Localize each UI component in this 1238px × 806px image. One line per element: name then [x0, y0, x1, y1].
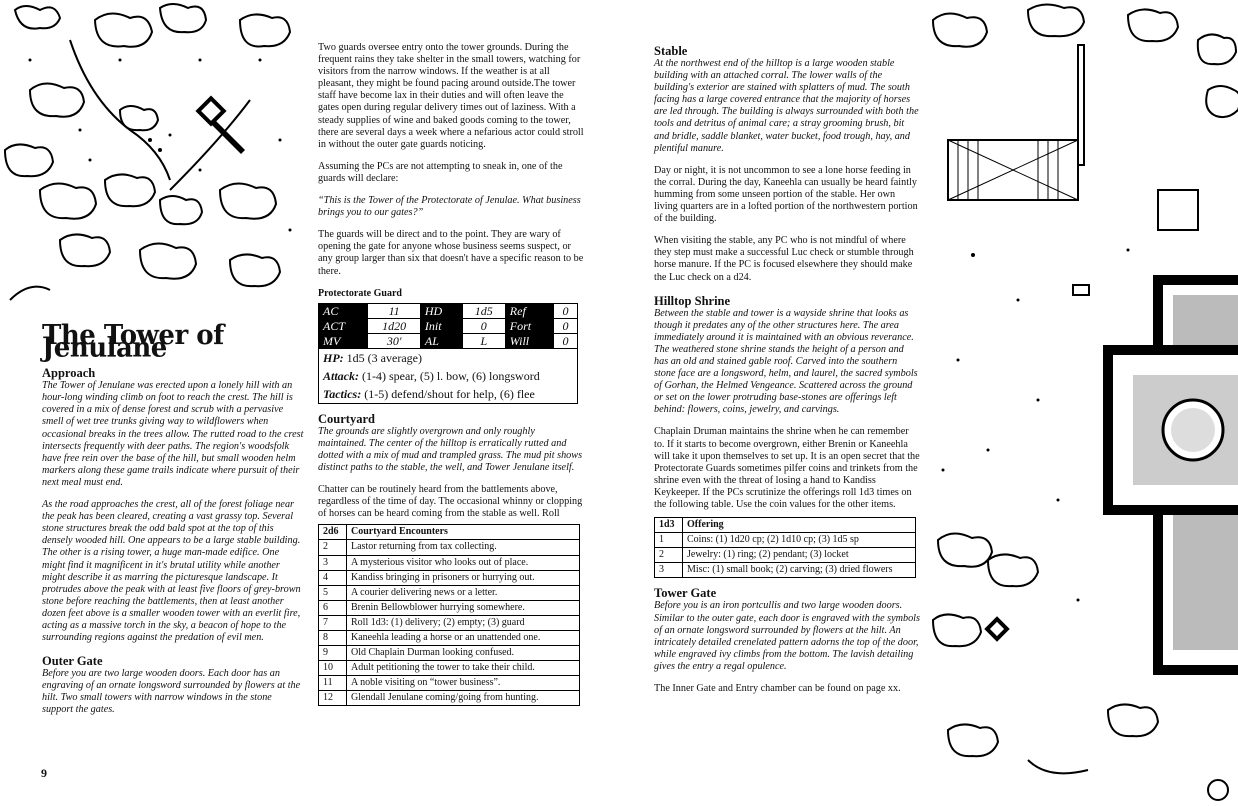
table-row	[319, 661, 580, 676]
stat-key: Init	[420, 318, 462, 333]
roll-cell: 5	[319, 585, 347, 600]
offering-cell: Misc: (1) small book; (2) carving; (3) dried flowers	[683, 563, 916, 578]
guards-paragraph: Two guards oversee entry onto the tower grounds. During the frequent rains they take shelter in the small towers, watching for visitors from the narrow windows. If the weather is at all pleasant, they might be found pacing around outside.The tower staff have become lax in their duties and will often leave the gates open during regular delivery times out of laziness. With a steady supplies of wine and baked goods coming to the tower, there are several days a week where a nefarious actor could stroll in without the outer gate guards noticing.	[318, 42, 584, 150]
tactics-line	[319, 385, 577, 403]
tower-map-right	[928, 0, 1238, 806]
table-row	[319, 570, 580, 585]
courtyard-paragraph-1: The grounds are slightly overgrown and only roughly maintained. The center of the hilltop is erratically rutted and dotted with a mix of mud and trampled grass. The mud pit shows distinct paths to the stable, the well, and Tower Jenulane itself.	[318, 425, 583, 473]
encounter-cell: Adult petitioning the tower to take their child.	[347, 661, 580, 676]
hp-value: 1d5 (3 average)	[346, 350, 422, 365]
table-row	[319, 585, 580, 600]
stat-value: 11	[368, 303, 421, 318]
column-right	[654, 42, 920, 705]
attack-value: (1-4) spear, (5) l. bow, (6) longsword	[362, 368, 540, 383]
courtyard-paragraph-2: Chatter can be routinely heard from the battlements above, regardless of the time of day. The occasional whinny or clopping of horses can be heard coming from the stable as well. Roll	[318, 484, 583, 520]
roll-cell: 4	[319, 570, 347, 585]
stat-value: 0	[554, 333, 578, 348]
roll-cell: 6	[319, 600, 347, 615]
offering-cell: Coins: (1) 1d20 cp; (2) 1d10 cp; (3) 1d5 sp	[683, 533, 916, 548]
approach-paragraph-1: The Tower of Jenulane was erected upon a lonely hill with an hour-long winding climb on foot to reach the crest. The hill is covered in a mix of dense forest and scrub with a pervasive smell of wet tree trunks giving way to wildflowers when occasional breaks in the trees allow. The rutted road to the crest intersects frequently with deer paths. The region's woodsfolk have free rein over the base of the hill, but small wooden helm markers along these game trails indicate where pursuit of their next meal must end.	[42, 380, 304, 488]
approach-paragraph-2: As the road approaches the crest, all of the forest foliage near the peak has been cleared, creating a vast grassy top. Several stone structures break the odd bald spot at the top of this densely wooded hill. One appears to be a large stable building. The other is a rising tower, a huge man-made edifice. One might find it magnificent in it's brutal utility while another might describe it as marring the picturesque landscape. It protrudes above the peak with at least five floors of grey-brown stone before reaching the battlements, then at least another dozen feet above is a smaller wooden tower with an everlit fire, acting as a massive torch in the sky, a beacon of hope to the surrounding regions against the predation of evil men.	[42, 499, 301, 644]
roll-cell: 2	[655, 548, 683, 563]
roll-cell: 3	[655, 563, 683, 578]
tactics-value: (1-5) defend/shout for help, (6) flee	[364, 386, 535, 401]
encounter-cell: Glendall Jenulane coming/going from hunting.	[347, 691, 580, 706]
stable-heading: Stable	[654, 44, 688, 58]
table-header: Courtyard Encounters	[347, 525, 580, 540]
stat-key: Fort	[505, 318, 553, 333]
stat-value: 30'	[368, 333, 421, 348]
courtyard-heading: Courtyard	[318, 411, 375, 426]
offering-table	[654, 517, 916, 578]
encounter-cell: Roll 1d3: (1) delivery; (2) empty; (3) guard	[347, 615, 580, 630]
stat-key: HD	[420, 303, 462, 318]
stat-value: 0	[462, 318, 505, 333]
encounter-cell: A mysterious visitor who looks out of place.	[347, 555, 580, 570]
offering-cell: Jewelry: (1) ring; (2) pendant; (3) locket	[683, 548, 916, 563]
table-row	[319, 691, 580, 706]
shrine-paragraph-1: Between the stable and tower is a wayside shrine that looks as though it predates any of the other structures here. The area immediately around it is maintained with an obvious reverance. The weathered stone shrine stands the height of a person and has an old and stained gable roof. Carved into the southern stone face are a longsword, helm, and laurel, the sacred symbols of Gorhan, the Helmed Vengeance. Scattered across the ground or set on the lower protruding base-stones are offerings left behind: flowers, coins, jewelry, and carvings.	[654, 307, 918, 416]
roll-cell: 2	[319, 540, 347, 555]
page-title: The Tower of Jenulane	[42, 319, 224, 365]
table-row	[655, 548, 916, 563]
hp-label: HP:	[323, 350, 344, 365]
roll-cell: 1	[655, 533, 683, 548]
table-row	[319, 676, 580, 691]
stat-key: AL	[420, 333, 462, 348]
guard-stat-table	[318, 303, 578, 349]
table-header: 2d6	[319, 525, 347, 540]
table-row	[319, 615, 580, 630]
courtyard-encounters-table	[318, 524, 580, 706]
stat-value: 0	[554, 303, 578, 318]
stat-row	[319, 303, 578, 318]
table-row	[655, 533, 916, 548]
encounter-cell: A noble visiting on “tower business”.	[347, 676, 580, 691]
stat-value: L	[462, 333, 505, 348]
roll-cell: 12	[319, 691, 347, 706]
approach-heading: Approach	[42, 366, 96, 381]
stat-key: Ref	[505, 303, 553, 318]
guard-stat-details	[318, 349, 578, 404]
stat-row	[319, 318, 578, 333]
roll-cell: 10	[319, 661, 347, 676]
table-header-row	[319, 525, 580, 540]
stable-paragraph-2: Day or night, it is not uncommon to see a lone horse feeding in the corral. During the day, Kaneehla can usually be heard faintly humming from some unseen portion of the stable. Her own living quarters are in a lofted portion of the northwestern portion of the building.	[654, 164, 918, 225]
table-header-row	[655, 518, 916, 533]
roll-cell: 11	[319, 676, 347, 691]
stat-row	[319, 333, 578, 348]
table-row	[319, 646, 580, 661]
table-row	[319, 600, 580, 615]
stat-key: MV	[319, 333, 368, 348]
table-row	[319, 540, 580, 555]
encounter-cell: Kaneehla leading a horse or an unattended one.	[347, 631, 580, 646]
declare-paragraph: Assuming the PCs are not attempting to sneak in, one of the guards will declare:	[318, 160, 563, 184]
outer-gate-paragraph: Before you are two large wooden doors. Each door has an engraving of an ornate longsword surrounded by flowers at the hilt. Two small towers with narrow windows in the stone support the gates.	[42, 668, 301, 716]
stat-key: AC	[319, 303, 368, 318]
outer-gate-heading: Outer Gate	[42, 654, 103, 669]
stat-key: ACT	[319, 318, 368, 333]
guard-quote: “This is the Tower of the Protectorate of Jenulae. What business brings you to our gates?”	[318, 195, 581, 219]
encounter-cell: Brenin Bellowblower hurrying somewhere.	[347, 600, 580, 615]
roll-cell: 7	[319, 615, 347, 630]
roll-cell: 9	[319, 646, 347, 661]
table-row	[319, 555, 580, 570]
table-row	[655, 563, 916, 578]
stat-value: 1d5	[462, 303, 505, 318]
stable-paragraph-3: When visiting the stable, any PC who is not mindful of where they step must make a successful Luc check or stumble through horse manure. If the PC is focused elsewhere they should make the Luc check on a d24.	[654, 235, 914, 283]
forest-map-left	[0, 0, 305, 318]
stat-key: Will	[505, 333, 553, 348]
table-row	[319, 631, 580, 646]
attack-label: Attack:	[323, 368, 359, 383]
column-left	[42, 319, 304, 727]
guards-direct-paragraph: The guards will be direct and to the point. They are wary of opening the gate for anyone whose business seems suspect, or any group larger than six that doesn't have a specific reason to be there.	[318, 229, 584, 277]
tower-gate-paragraph-2: The Inner Gate and Entry chamber can be found on page xx.	[654, 683, 901, 695]
table-header: 1d3	[655, 518, 683, 533]
column-middle	[318, 42, 584, 706]
stat-value: 1d20	[368, 318, 421, 333]
roll-cell: 8	[319, 631, 347, 646]
attack-line	[319, 367, 577, 385]
guard-stat-heading: Protectorate Guard	[318, 287, 402, 299]
roll-cell: 3	[319, 555, 347, 570]
encounter-cell: Kandiss bringing in prisoners or hurrying out.	[347, 570, 580, 585]
encounter-cell: Old Chaplain Durman looking confused.	[347, 646, 580, 661]
encounter-cell: Lastor returning from tax collecting.	[347, 540, 580, 555]
table-header: Offering	[683, 518, 916, 533]
encounter-cell: A courier delivering news or a letter.	[347, 585, 580, 600]
tower-gate-heading: Tower Gate	[654, 586, 717, 601]
shrine-paragraph-2: Chaplain Druman maintains the shrine when he can remember to. If it starts to become overgrown, either Brenin or Kaneehla will take it upon themselves to set up. It is an open secret that the Protectorate Guards sometimes pilfer coins and trinkets from the shrine even with the threat of losing a hand to Kandiss Keykeeper. If the PCs scrutinize the offerings roll 1d3 times on the following table. Use the coin values for the other items.	[654, 426, 920, 510]
stable-paragraph-1: At the northwest end of the hilltop is a large wooden stable building with an attached corral. The lower walls of the building's exterior are stained with splatters of mud. The south facing has a large covered entrance that the majority of horses are led through. The building is always surrounded with both the tools and detritus of animal care; a stray grooming brush, bit and bridle, saddle blanket, water bucket, food trough, hay, and plentiful manure.	[654, 58, 919, 154]
hp-line	[319, 349, 577, 367]
page-number: 9	[41, 766, 47, 780]
stat-value: 0	[554, 318, 578, 333]
tactics-label: Tactics:	[323, 386, 362, 401]
shrine-heading: Hilltop Shrine	[654, 293, 731, 308]
tower-gate-paragraph-1: Before you is an iron portcullis and two large wooden doors. Similar to the outer gate, each door is engraved with the symbols of an ornate longsword surrounded by flowers at the hilt. An intricately detailed crenelated pattern adorns the top of the door, while engraved ivy climbs from the bottom. The lavish detailing gives the entry a regal opulence.	[654, 600, 920, 672]
